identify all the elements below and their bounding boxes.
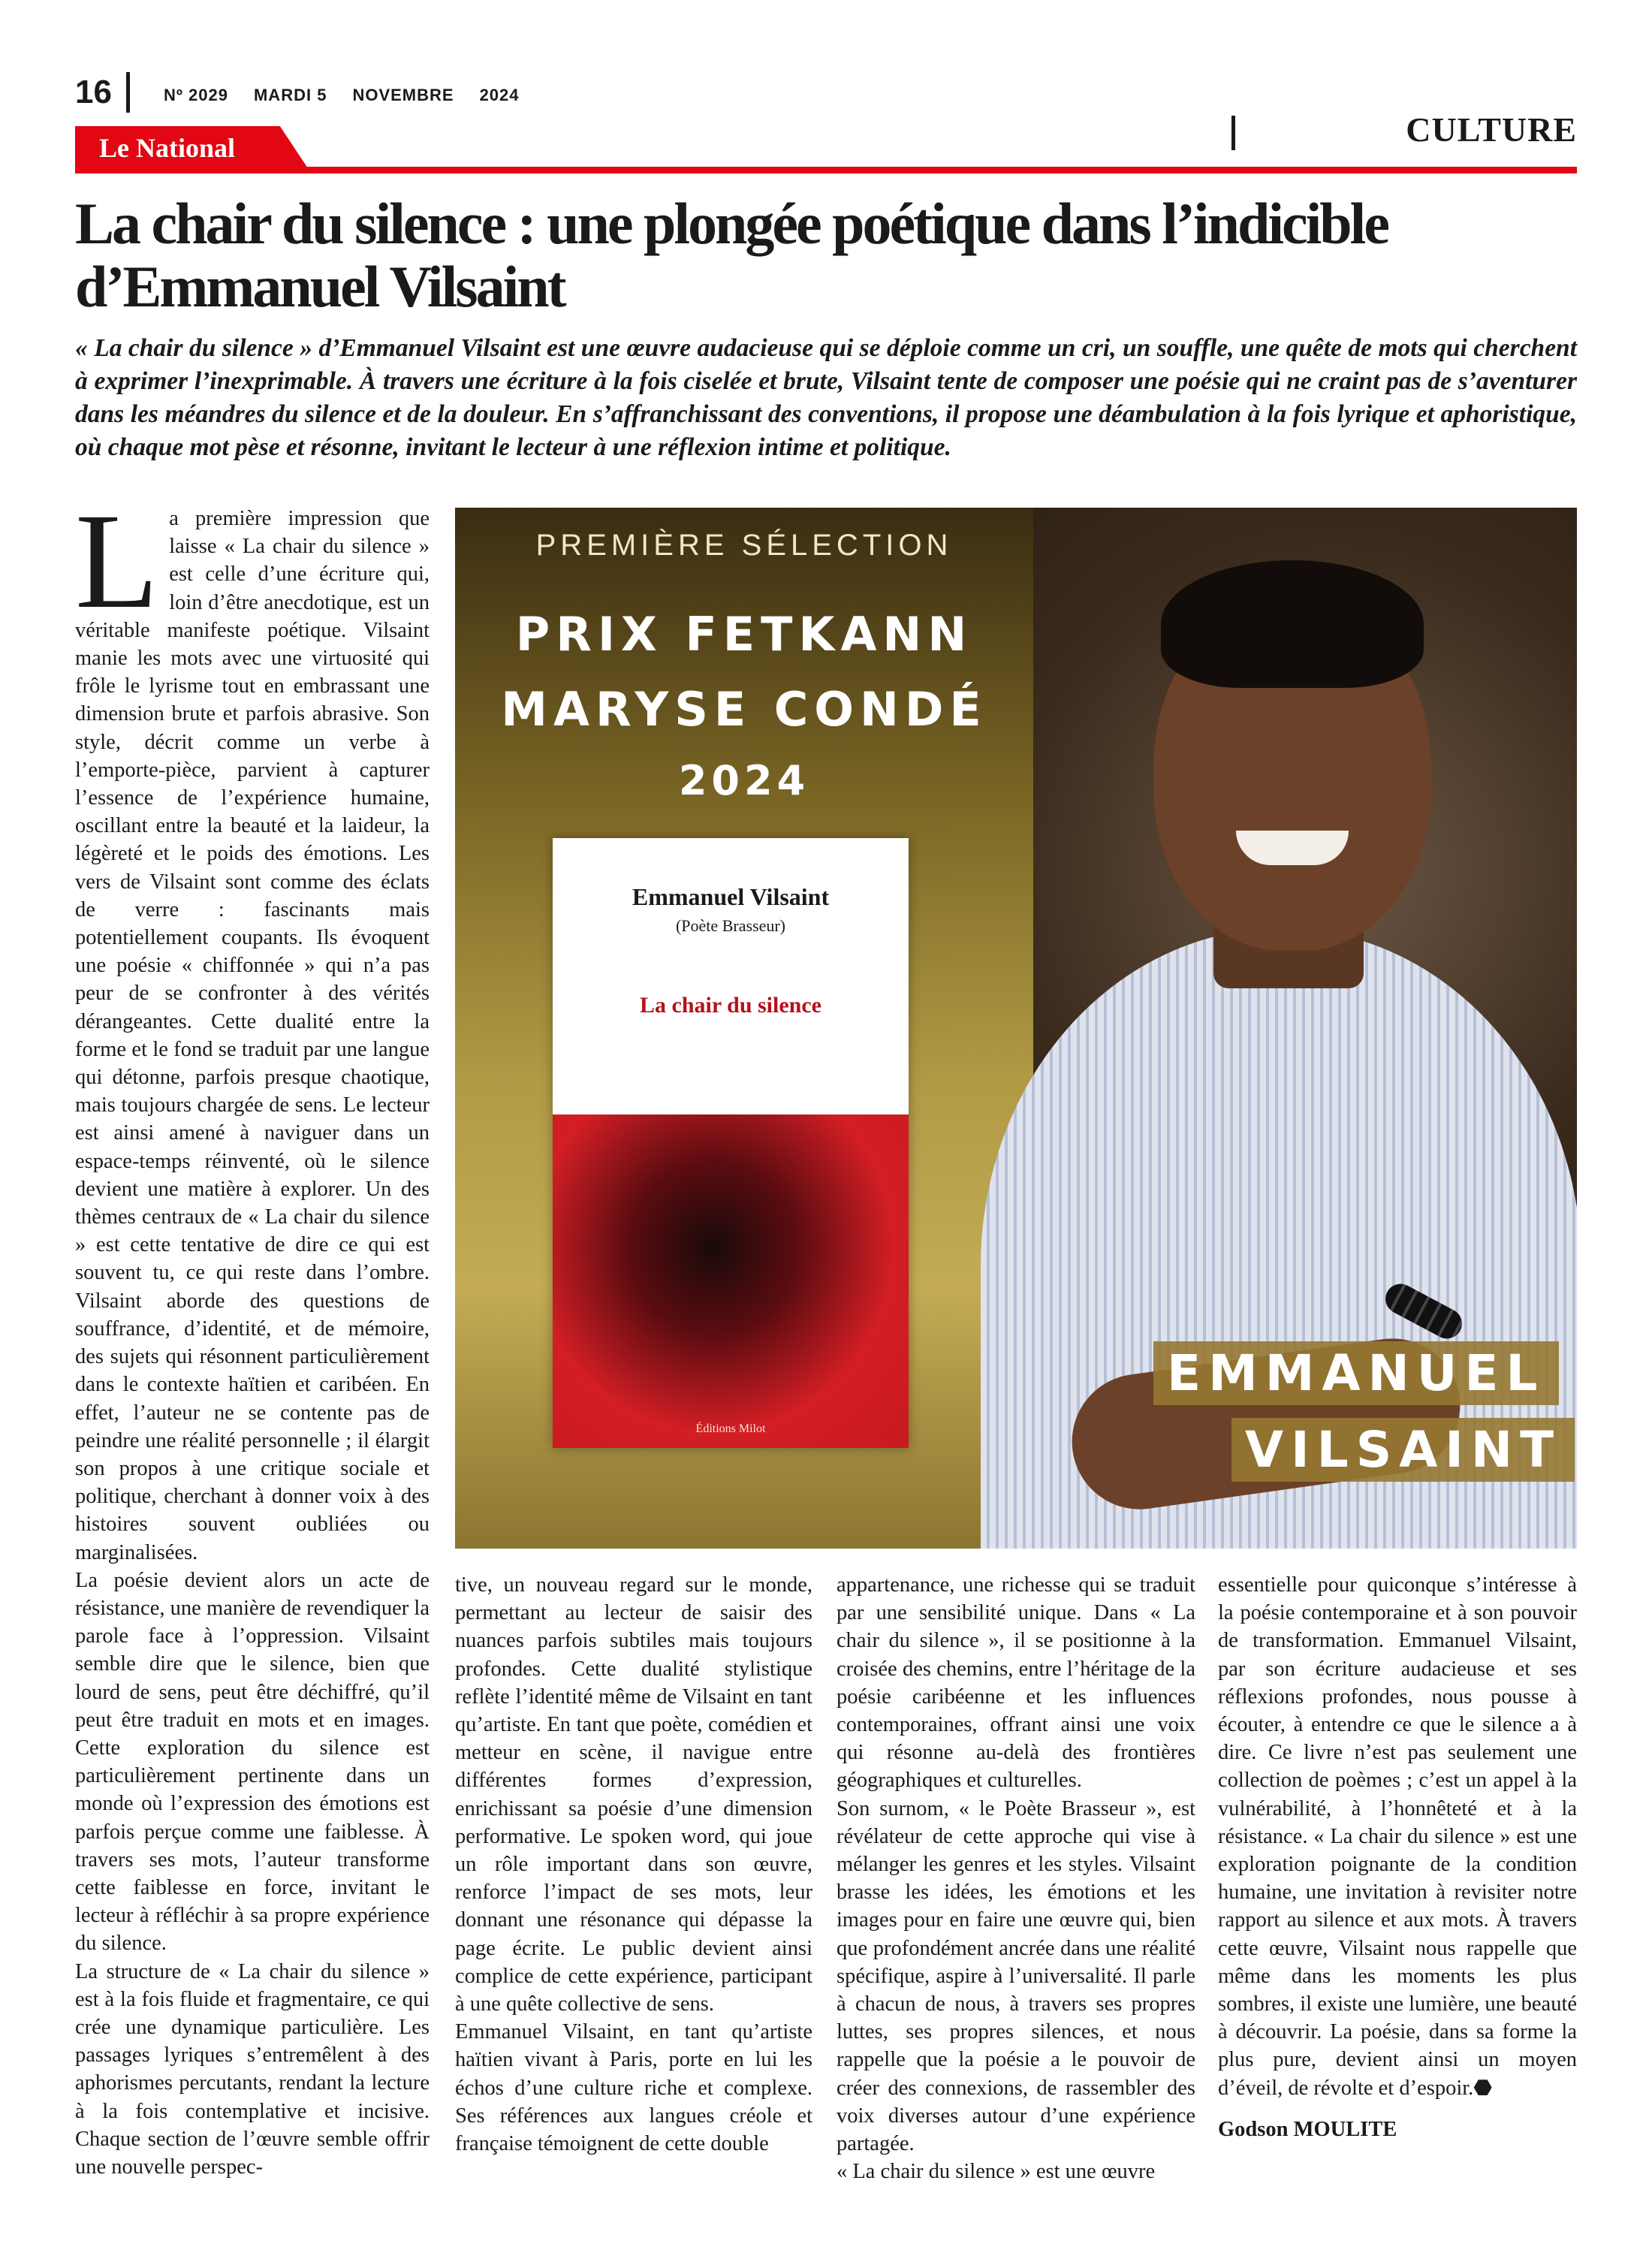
lede: « La chair du silence » d’Emmanuel Vilsaint est une œuvre audacieuse qui se déploie comme un cri, un souffle, une quête de mots qui cherchent à exprimer l’inexprimable. À travers une écriture à la fois ciselée et brute, Vilsaint tente de composer une poésie qui ne craint pas de s’aventurer dans les méandres du silence et de la douleur. En s’affranchissant des conventions, il propose une déambulation à la fois lyrique et aphoristique, où chaque mot pèse et résonne, invitant le lecteur à une réflexion intime et politique. [75, 334, 1577, 461]
prize-name-line2: MARYSE CONDÉ [501, 682, 987, 737]
book-publisher: Éditions Milot [695, 1422, 766, 1435]
prize-year: 2024 [678, 757, 810, 804]
book-cover [553, 838, 909, 1448]
paragraph: « La chair du silence » est une œuvre [837, 2160, 1156, 2184]
author-name-last: VILSAINT [1231, 1418, 1575, 1482]
article-photo [455, 508, 1577, 1549]
paragraph: Son surnom, « le Poète Brasseur », est révélateur de cette approche qui vise à mélanger les genres et les styles. Vilsaint brasse les idées, les émotions et les images pour en faire une œuvre qui, bien que profondément ancrée dans une réalité spécifique, aspire à l’universalité. Il parle à chacun de nous, à travers ses propres luttes, ses propres silences, et nous rappelle que la poésie a le pouvoir de créer des connexions, de rassembler des voix diverses autour d’une expérience partagée. [837, 1796, 1195, 2156]
brand-name: Le National [99, 133, 236, 163]
book-subtitle: (Poète Brasseur) [675, 916, 785, 935]
issue-weekday-day: MARDI 5 [253, 86, 327, 104]
page-number: 16 [75, 74, 112, 110]
author-name-first: EMMANUEL [1153, 1341, 1559, 1405]
book-title: La chair du silence [640, 993, 821, 1018]
paragraph: essentielle pour quiconque s’intéresse à la poésie contemporaine et à son pouvoir de transformation. Emmanuel Vilsaint, par son écriture audacieuse et ses réflexions profondes, nous pousse à écouter, à entendre ce que le silence a à dire. Ce livre n’est pas seulement une collection de poèmes ; c’est un appel à la vulnérabilité, à l’honnêteté et à la résistance. « La chair du silence » est une exploration poignante de la condition humaine, une invitation à revisiter notre rapport au silence et aux mots. À travers cette œuvre, Vilsaint nous rappelle que même dans les moments les plus sombres, il existe une lumière, une beauté à découvrir. La poésie, dans sa forme la plus pure, devient ainsi un moyen d’éveil, de révolte et d’espoir.⬣ [1218, 1573, 1578, 2100]
header-rule [75, 167, 1577, 173]
headline: La chair du silence : une plongée poétique dans l’indicible d’Emmanuel Vilsaint [75, 191, 1388, 319]
column-1 [75, 486, 430, 2181]
column-2 [455, 1571, 812, 2158]
paragraph-text: a première impression que laisse « La chair du silence » est celle d’une écriture qui, loin d’être anecdotique, est un véritable manifeste poétique. Vilsaint manie les mots avec une virtuosité qui frôle le lyrisme tout en embrassant une dimension brute et parfois abrasive. Son style, décrit comme un verbe à l’emporte-pièce, parvient à capturer l’essence de l’expérience humaine, oscillant entre la beauté et la laideur, la légèreté et le poids des émotions. Les vers de Vilsaint sont comme des éclats de verre : fascinants mais potentiellement coupants. Ils évoquent une poésie « chiffonnée » qui n’a pas peur de se confronter à des vérités dérangeantes. Cette dualité entre la forme et le fond se traduit par une langue qui détonne, parfois presque chaotique, mais toujours chargée de sens. Le lecteur est ainsi amené à naviguer dans un espace-temps réinventé, où le silence devient une matière à explorer. Un des thèmes centraux de « La chair du silence » est cette tentative de dire ce qui est souvent tu, ce qui reste dans l’ombre. Vilsaint aborde des questions de souffrance, d’identité, et de mémoire, des sujets qui résonnent particulièrement dans le contexte haïtien et caribéen. En effet, l’auteur ne se contente pas de peindre une réalité personnelle ; il élargit son propos à une critique sociale et politique, cherchant à donner voix à des histoires souvent oubliées ou marginalisées. [75, 507, 430, 1564]
paragraph: Emmanuel Vilsaint, en tant qu’artiste haïtien vivant à Paris, porte en lui les échos d’une culture riche et complexe. Ses références aux langues créole et française témoignent de cette double [455, 2020, 812, 2156]
prize-name-line1: PRIX FETKANN [515, 607, 973, 662]
book-artwork [553, 1114, 909, 1448]
issue-month: NOVEMBRE [352, 86, 454, 104]
issue-info [164, 86, 545, 105]
paragraph [75, 486, 430, 1567]
portrait-hair [1161, 560, 1424, 688]
section-divider [1231, 116, 1235, 150]
dropcap: L [75, 486, 159, 637]
paragraph: La structure de « La chair du silence » est à la fois fluide et fragmentaire, ce qui crée une dynamique particulière. Les passages lyriques s’entremêlent à des aphorismes percutants, rendant la lecture à la fois contemplative et incisive. Chaque section de l’œuvre semble offrir une nouvelle perspec- [75, 1959, 430, 2179]
column-4 [1218, 1571, 1577, 2143]
column-3 [837, 1571, 1195, 2185]
byline: Godson MOULITE [1218, 2117, 1397, 2141]
page-number-divider [126, 72, 130, 113]
paragraph: tive, un nouveau regard sur le monde, permettant au lecteur de saisir des nuances parfois subtiles mais toujours profondes. Cette dualité stylistique reflète l’identité même de Vilsaint en tant qu’artiste. En tant que poète, comédien et metteur en scène, il navigue entre différentes formes d’expression, enrichissant sa poésie d’une dimension performative. Le spoken word, qui joue un rôle important dans son œuvre, renforce l’impact de ses mots, leur donnant une résonance qui dépasse la page écrite. Le public devient ainsi complice de cette expérience, participant à une quête collective de sens. [455, 1573, 812, 2016]
section-title: CULTURE [1406, 110, 1577, 149]
issue-number: Nº 2029 [164, 86, 228, 104]
portrait-smile [1236, 831, 1349, 865]
issue-year: 2024 [479, 86, 520, 104]
selection-label: PREMIÈRE SÉLECTION [535, 529, 953, 562]
paragraph: La poésie devient alors un acte de résistance, une manière de revendiquer la parole face à l’oppression. Vilsaint semble dire que le silence, bien que lourd de sens, peut être déchiffré, qu’il peut être traduit en mots et en images. Cette exploration du silence est particulièrement pertinente dans un monde où l’expression des émotions est parfois perçue comme une faiblesse. À travers ses mots, l’auteur transforme cette faiblesse en force, invitant le lecteur à réfléchir à sa propre expérience du silence. [75, 1568, 430, 1956]
book-author: Emmanuel Vilsaint [632, 883, 830, 910]
paragraph: appartenance, une richesse qui se traduit par une sensibilité unique. Dans « La chair du silence », il se positionne à la croisée des chemins, entre l’héritage de la poésie caribéenne et les influences contemporaines, offrant ainsi une voix qui résonne au-delà des frontières géographiques et culturelles. [837, 1573, 1195, 1793]
